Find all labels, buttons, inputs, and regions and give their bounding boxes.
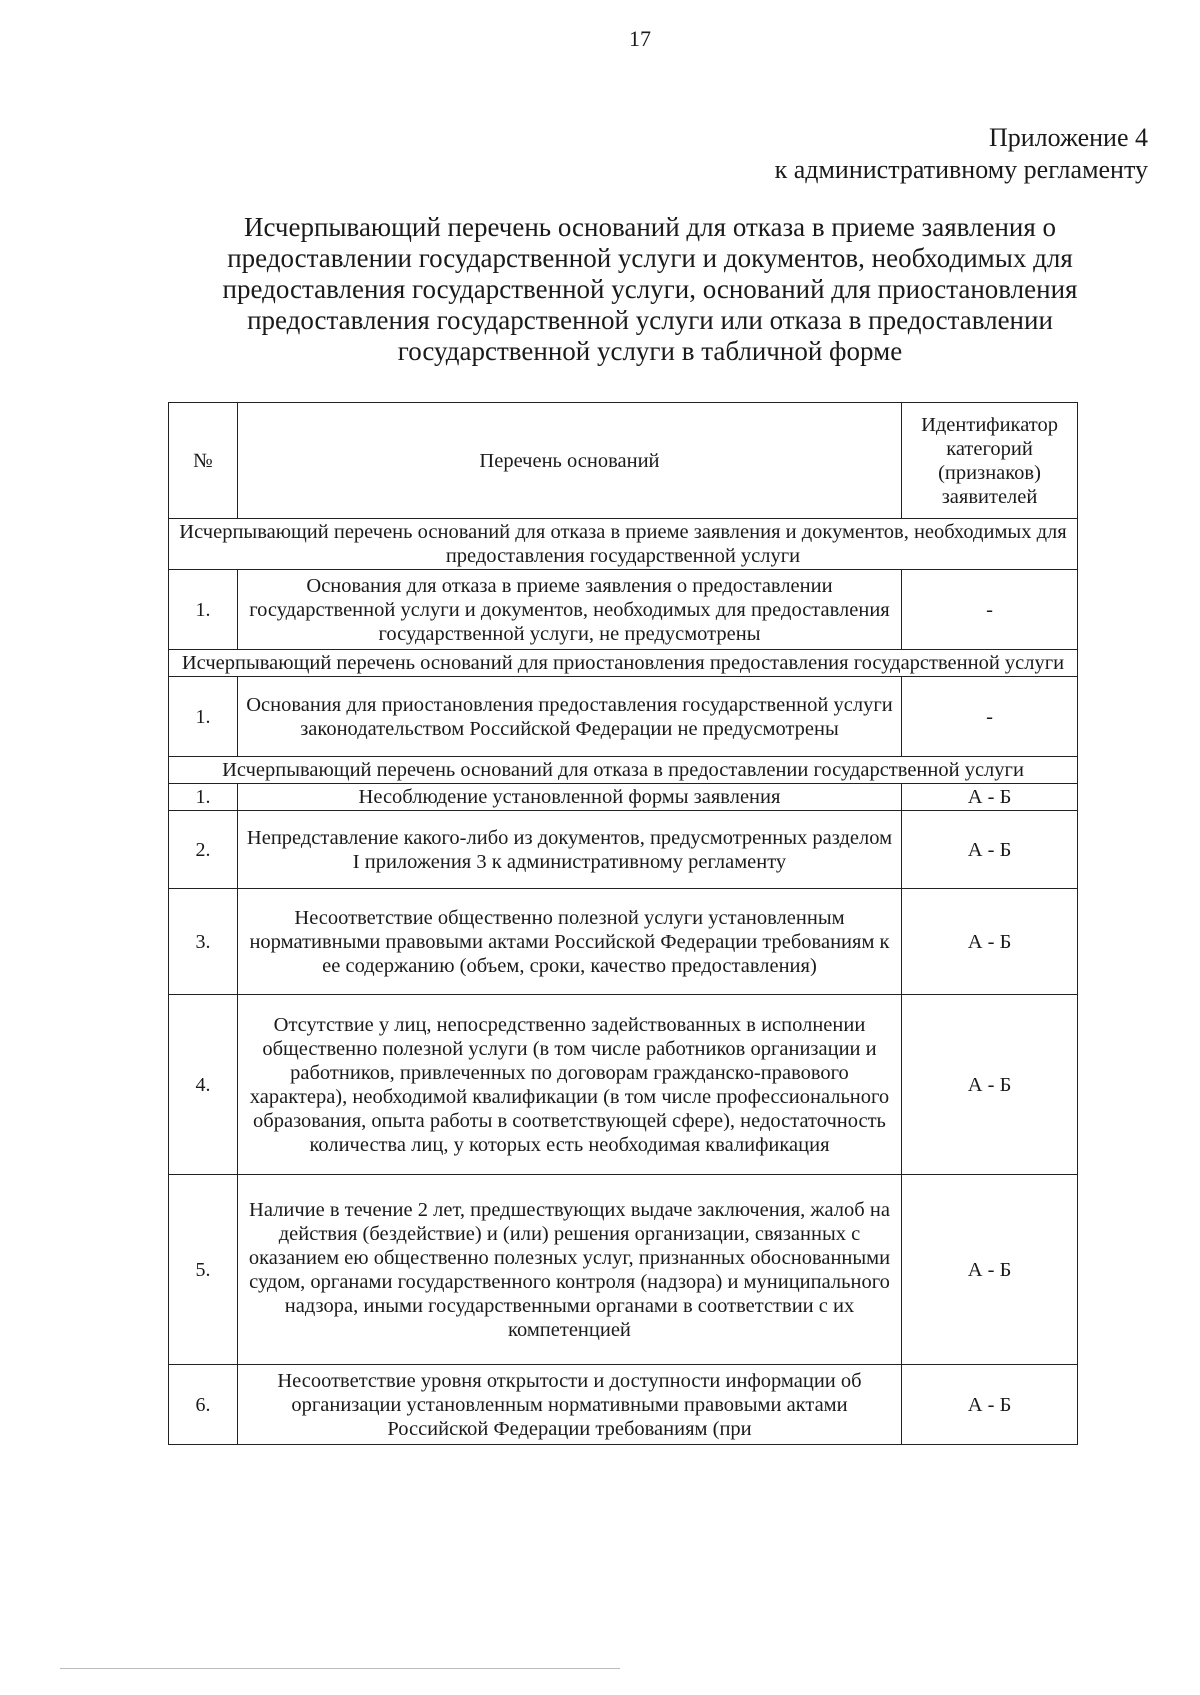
header-grounds-list: Перечень оснований xyxy=(237,403,901,519)
row-number: 3. xyxy=(169,889,238,995)
row-number: 4. xyxy=(169,995,238,1175)
table-row xyxy=(169,1365,1078,1445)
row-number: 6. xyxy=(169,1365,238,1445)
row-identifier: А - Б xyxy=(902,889,1078,995)
row-number: 5. xyxy=(169,1175,238,1365)
section-heading: Исчерпывающий перечень оснований для приостановления предоставления государственной услуги xyxy=(169,650,1078,677)
section-heading-row xyxy=(169,757,1078,784)
section-heading-row xyxy=(169,650,1078,677)
row-text: Основания для приостановления предоставления государственной услуги законодательством Российской Федерации не предусмотрены xyxy=(237,677,901,757)
appendix-caption xyxy=(775,122,1148,186)
appendix-reference: к административному регламенту xyxy=(774,155,1148,184)
section-heading-row xyxy=(169,519,1078,570)
row-text: Отсутствие у лиц, непосредственно задействованных в исполнении общественно полезной услуги (в том числе работников организации и работников, привлеченных по договорам гражданско-правового характера), необходимой квалификации (в том числе профессионального образования, опыта работы в соответствующей сфере), недостаточность количества лиц, у которых есть необходимая квалификация xyxy=(237,995,901,1175)
document-title: Исчерпывающий перечень оснований для отказа в приеме заявления о предоставлении государственной услуги и документов, необходимых для предоставления государственной услуги, оснований для приостановления предоставления государственной услуги или отказа в предоставлении государственной услуги в табличной форме xyxy=(222,212,1078,366)
row-number: 1. xyxy=(169,570,238,650)
row-text: Несоблюдение установленной формы заявления xyxy=(237,784,901,811)
row-identifier: А - Б xyxy=(902,811,1078,889)
row-text: Наличие в течение 2 лет, предшествующих выдаче заключения, жалоб на действия (бездействие) и (или) решения организации, связанных с оказанием ею общественно полезных услуг, признанных обоснованными судом, органами государственного контроля (надзора) и муниципального надзора, иными государственными органами в соответствии с их компетенцией xyxy=(237,1175,901,1365)
page-number: 17 xyxy=(629,26,651,51)
row-identifier: А - Б xyxy=(902,1175,1078,1365)
header-applicant-identifier: Идентификатор категорий (признаков) заявителей xyxy=(902,403,1078,519)
row-identifier: - xyxy=(902,570,1078,650)
table-header-row xyxy=(169,403,1078,519)
appendix-label: Приложение 4 xyxy=(988,123,1148,152)
row-identifier: А - Б xyxy=(902,784,1078,811)
row-identifier: А - Б xyxy=(902,995,1078,1175)
row-text: Основания для отказа в приеме заявления о предоставлении государственной услуги и документов, необходимых для предоставления государственной услуги, не предусмотрены xyxy=(237,570,901,650)
table-row xyxy=(169,1175,1078,1365)
table-row xyxy=(169,570,1078,650)
header-number: № xyxy=(169,403,238,519)
row-number: 1. xyxy=(169,784,238,811)
row-identifier: - xyxy=(902,677,1078,757)
table-row xyxy=(169,889,1078,995)
row-number: 2. xyxy=(169,811,238,889)
table-row xyxy=(169,784,1078,811)
row-text: Несоответствие общественно полезной услуги установленным нормативными правовыми актами Российской Федерации требованиям к ее содержанию (объем, сроки, качество предоставления) xyxy=(237,889,901,995)
row-identifier: А - Б xyxy=(902,1365,1078,1445)
section-heading: Исчерпывающий перечень оснований для отказа в предоставлении государственной услуги xyxy=(169,757,1078,784)
row-text: Непредставление какого-либо из документов, предусмотренных разделом I приложения 3 к административному регламенту xyxy=(237,811,901,889)
row-text: Несоответствие уровня открытости и доступности информации об организации установленным нормативными правовыми актами Российской Федерации требованиям (при xyxy=(237,1365,901,1445)
table-row xyxy=(169,995,1078,1175)
grounds-table xyxy=(168,402,1078,1445)
section-heading: Исчерпывающий перечень оснований для отказа в приеме заявления и документов, необходимых для предоставления государственной услуги xyxy=(169,519,1078,570)
scan-edge-divider xyxy=(60,1668,620,1669)
table-row xyxy=(169,811,1078,889)
table-row xyxy=(169,677,1078,757)
row-number: 1. xyxy=(169,677,238,757)
